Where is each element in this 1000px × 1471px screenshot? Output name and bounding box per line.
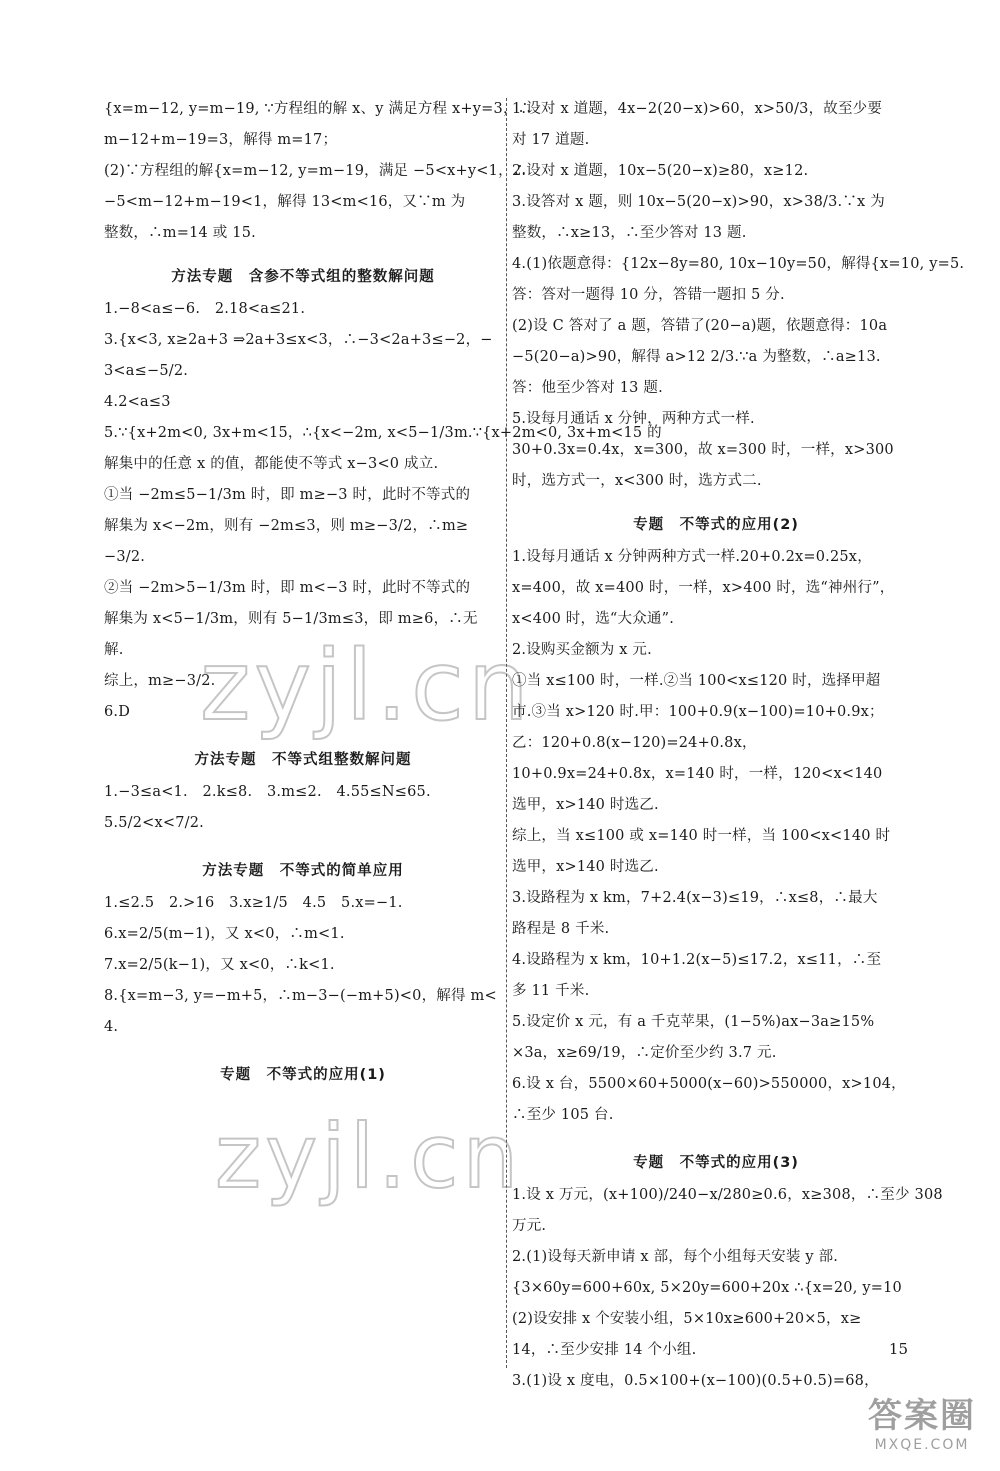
section-heading: 方法专题 不等式的简单应用 (202, 863, 404, 879)
text-line: 2.(1)设每天新申请 x 部，每个小组每天安装 y 部. (512, 1249, 839, 1265)
text-line: 万元. (512, 1218, 547, 1234)
text-line: 2.设对 x 道题，10x−5(20−x)≥80，x≥12. (512, 163, 809, 179)
logo-main-text: 答案圈 (868, 1396, 976, 1436)
text-line: 2.设购买金额为 x 元. (512, 642, 652, 658)
text-line: 1.−8<a≤−6. 2.18<a≤21. (104, 301, 306, 317)
text-line: 路程是 8 千米. (512, 921, 610, 937)
text-line: 3.(1)设 x 度电，0.5×100+(x−100)(0.5+0.5)=68， (512, 1373, 879, 1389)
text-line: 综上，当 x≤100 或 x=140 时一样，当 100<x<140 时 (512, 828, 891, 844)
text-line: 1.设对 x 道题，4x−2(20−x)>60，x>50/3，故至少要 (512, 101, 883, 117)
text-line: {x=m−12, y=m−19, ∵方程组的解 x、y 满足方程 x+y=3，∴ (104, 101, 533, 117)
watermark: zyjl.cn (215, 1105, 523, 1208)
text-line: (2)∵方程组的解{x=m−12, y=m−19，满足 −5<x+y<1，∴ (104, 163, 528, 179)
text-line: 6.D (104, 704, 131, 720)
text-line: (2)设安排 x 个安装小组，5×10x≥600+20×5，x≥ (512, 1311, 862, 1327)
text-line: 整数，∴m=14 或 15. (104, 225, 256, 241)
text-line: ①当 −2m≤5−1/3m 时，即 m≥−3 时，此时不等式的 (104, 487, 471, 503)
text-line: 3.设路程为 x km，7+2.4(x−3)≤19，∴x≤8，∴最大 (512, 890, 878, 906)
text-line: 多 11 千米. (512, 983, 590, 999)
text-line: 6.x=2/5(m−1)，又 x<0，∴m<1. (104, 926, 345, 942)
text-line: 1.≤2.5 2.>16 3.x≥1/5 4.5 5.x=−1. (104, 895, 403, 911)
text-line: 解集为 x<5−1/3m，则有 5−1/3m≤3，即 m≥6，∴无 (104, 611, 478, 627)
text-line: ∴至少 105 台. (512, 1107, 614, 1123)
text-line: 整数，∴x≥13，∴至少答对 13 题. (512, 225, 747, 241)
text-line: 解. (104, 642, 124, 658)
text-line: 市.③当 x>120 时.甲：100+0.9(x−100)=10+0.9x； (512, 704, 884, 720)
text-line: 5.5/2<x<7/2. (104, 815, 204, 831)
section-heading: 专题 不等式的应用(1) (220, 1067, 386, 1083)
right-top-block (512, 100, 965, 491)
text-line: −5<m−12+m−19<1，解得 13<m<16，又∵m 为 (104, 194, 466, 210)
text-line: (2)设 C 答对了 a 题，答错了(20−a)题，依题意得：10a (512, 318, 888, 334)
section-heading: 专题 不等式的应用(3) (633, 1155, 799, 1171)
text-line: 4.设路程为 x km，10+1.2(x−5)≤17.2，x≤11，∴至 (512, 952, 882, 968)
left-top-block (104, 100, 533, 243)
text-line: 1.设 x 万元，(x+100)/240−x/280≥0.6，x≥308，∴至少 308 (512, 1187, 943, 1203)
text-line: x<400 时，选“大众通”. (512, 611, 675, 627)
text-line: ①当 x≤100 时，一样.②当 100<x≤120 时，选择甲超 (512, 673, 881, 689)
text-line: {3×60y=600+60x, 5×20y=600+20x ∴{x=20, y=10 (512, 1280, 902, 1296)
text-line: 解集中的任意 x 的值，都能使不等式 x−3<0 成立. (104, 456, 439, 472)
text-line: 6.设 x 台，5500×60+5000(x−60)>550000，x>104， (512, 1076, 906, 1092)
text-line: 1.设每月通话 x 分钟两种方式一样.20+0.2x=0.25x， (512, 549, 872, 565)
text-line: 10+0.9x=24+0.8x，x=140 时，一样，120<x<140 (512, 766, 883, 782)
right-column (512, 100, 965, 1403)
text-line: 14，∴至少安排 14 个小组. (512, 1342, 697, 1358)
text-line: −5(20−a)>90，解得 a>12 2/3.∵a 为整数，∴a≥13. (512, 349, 881, 365)
text-line: 5.∵{x+2m<0, 3x+m<15，∴{x<−2m, x<5−1/3m.∵{x+2m<0, 3x+m<15 的 (104, 425, 662, 441)
text-line: ②当 −2m>5−1/3m 时，即 m<−3 时，此时不等式的 (104, 580, 471, 596)
section-heading: 专题 不等式的应用(2) (633, 517, 799, 533)
text-line: 1.−3≤a<1. 2.k≤8. 3.m≤2. 4.55≤N≤65. (104, 784, 431, 800)
text-line: 对 17 道题. (512, 132, 590, 148)
text-line: x=400，故 x=400 时，一样，x>400 时，选“神州行”， (512, 580, 895, 596)
text-line: ×3a，x≥69/19，∴定价至少约 3.7 元. (512, 1045, 777, 1061)
text-line: 选甲，x>140 时选乙. (512, 797, 659, 813)
text-line: 答：答对一题得 10 分，答错一题扣 5 分. (512, 287, 785, 303)
watermark: zyjl.cn (200, 630, 533, 742)
text-line: 7.x=2/5(k−1)，又 x<0，∴k<1. (104, 957, 335, 973)
text-line: 5.设每月通话 x 分钟，两种方式一样. (512, 411, 755, 427)
text-line: m−12+m−19=3，解得 m=17； (104, 132, 338, 148)
section-body (104, 783, 502, 833)
text-line: 3.设答对 x 题，则 10x−5(20−x)>90，x>38/3.∵x 为 (512, 194, 885, 210)
text-line: 解集为 x<−2m，则有 −2m≤3，则 m≥−3/2，∴m≥ (104, 518, 469, 534)
text-line: 选甲，x>140 时选乙. (512, 859, 659, 875)
text-line: 4. (104, 1019, 119, 1035)
text-line: 3<a≤−5/2. (104, 363, 189, 379)
section-heading: 方法专题 不等式组整数解问题 (194, 752, 412, 768)
text-line: 乙：120+0.8(x−120)=24+0.8x， (512, 735, 757, 751)
section-body (104, 894, 502, 1037)
text-line: 8.{x=m−3, y=−m+5，∴m−3−(−m+5)<0，解得 m< (104, 988, 497, 1004)
site-logo (868, 1388, 976, 1453)
text-line: 综上，m≥−3/2. (104, 673, 216, 689)
text-line: 5.设定价 x 元，有 a 千克苹果，(1−5%)ax−3a≥15% (512, 1014, 875, 1030)
logo-sub-text: MXQE.COM (874, 1437, 970, 1453)
page-number: 15 (888, 1340, 908, 1358)
section-heading: 方法专题 含参不等式组的整数解问题 (171, 269, 435, 285)
text-line: 30+0.3x=0.4x，x=300，故 x=300 时，一样，x>300 (512, 442, 894, 458)
text-line: 3.{x<3, x≥2a+3 ⇒2a+3≤x<3，∴−3<2a+3≤−2，− (104, 332, 493, 348)
text-line: −3/2. (104, 549, 146, 565)
section-body (512, 1186, 943, 1391)
text-line: 答：他至少答对 13 题. (512, 380, 663, 396)
text-line: 时，选方式一，x<300 时，选方式二. (512, 473, 762, 489)
section-body (512, 548, 920, 1125)
text-line: 4.2<a≤3 (104, 394, 171, 410)
text-line: 4.(1)依题意得：{12x−8y=80, 10x−10y=50，解得{x=10, y=5. (512, 256, 965, 272)
